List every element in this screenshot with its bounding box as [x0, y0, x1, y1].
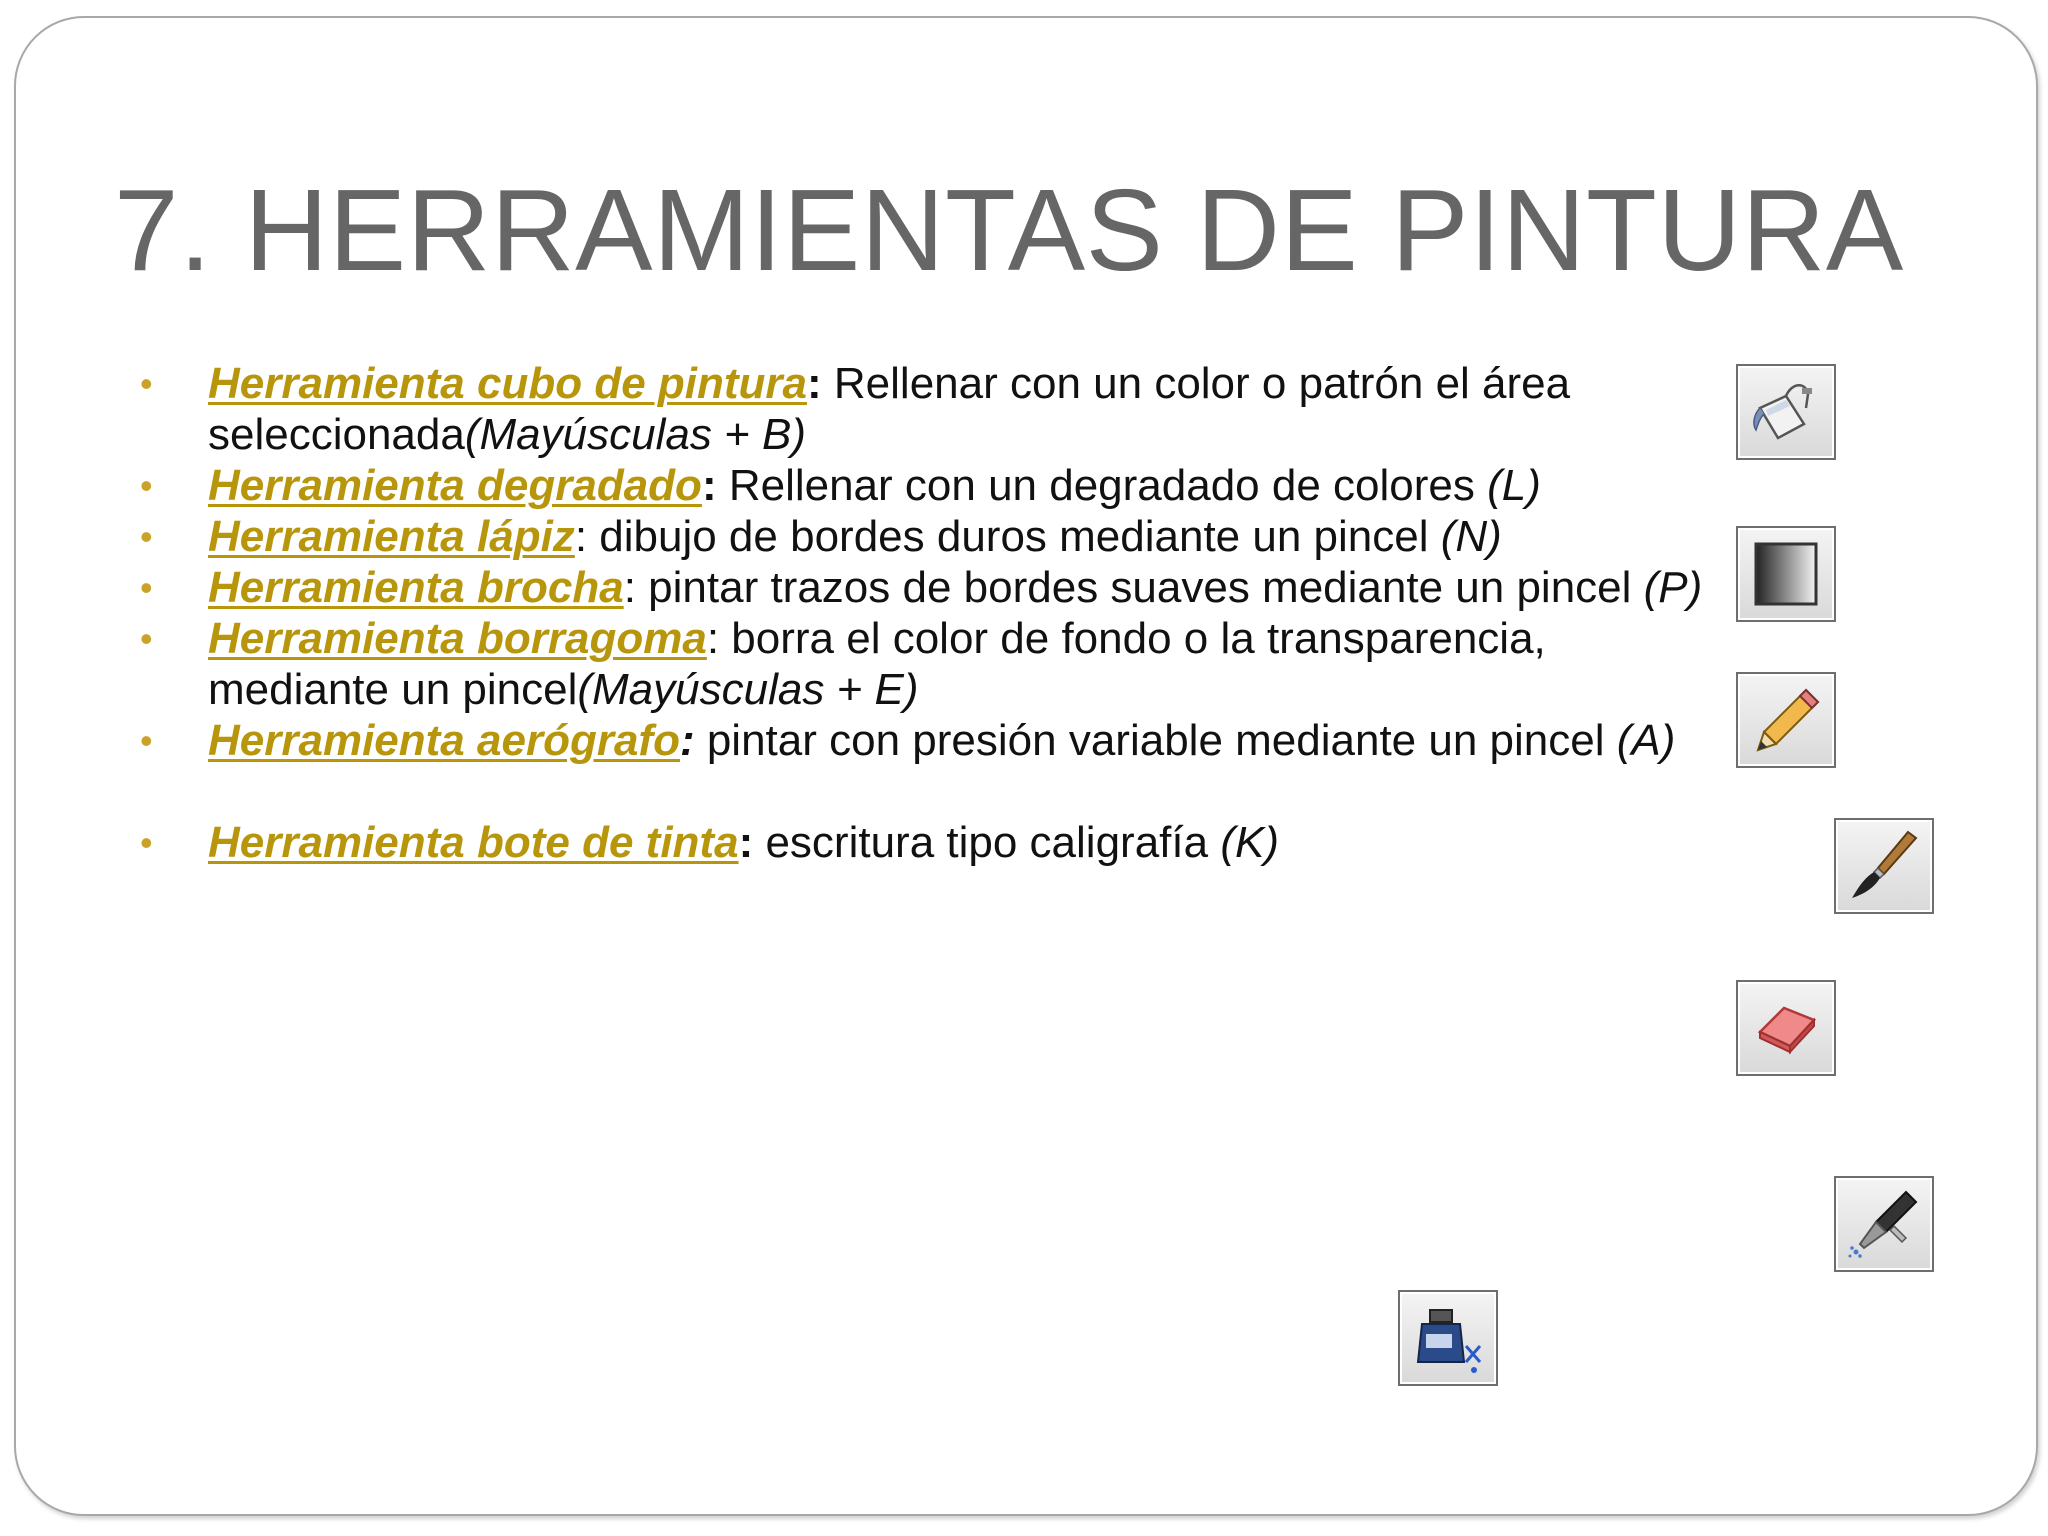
- separator: :: [738, 818, 754, 867]
- tool-link-bucket[interactable]: Herramienta cubo de pintura: [208, 359, 808, 408]
- separator: :: [701, 461, 717, 510]
- shortcut: (P): [1643, 563, 1703, 612]
- tool-link-eraser[interactable]: Herramienta borragoma: [208, 614, 707, 663]
- description: borra el color de fondo o la transparencia, mediante un pincel: [208, 614, 1546, 714]
- bullet: •: [140, 363, 153, 404]
- description: escritura tipo caligrafía: [753, 818, 1221, 867]
- bullet: •: [140, 618, 153, 659]
- description: dibujo de bordes duros mediante un pincel: [587, 512, 1441, 561]
- ink-icon[interactable]: [1398, 1290, 1498, 1386]
- shortcut: (Mayúsculas + E): [577, 665, 919, 714]
- separator: :: [574, 512, 588, 561]
- bullet: •: [140, 720, 153, 761]
- pencil-icon[interactable]: [1736, 672, 1836, 768]
- separator: :: [807, 359, 822, 408]
- separator: :: [706, 614, 720, 663]
- bullet: •: [140, 465, 153, 506]
- airbrush-icon[interactable]: [1834, 1176, 1934, 1272]
- shortcut: (K): [1220, 818, 1279, 867]
- list-item: [140, 358, 1730, 460]
- bucket-fill-icon[interactable]: [1736, 364, 1836, 460]
- description: pintar trazos de bordes suaves mediante un pincel: [635, 563, 1644, 612]
- tool-list: [140, 358, 1730, 868]
- tool-link-pencil[interactable]: Herramienta lápiz: [208, 512, 575, 561]
- bullet: •: [140, 567, 153, 608]
- page-title: 7. HERRAMIENTAS DE PINTURA: [114, 165, 1904, 295]
- tool-link-brush[interactable]: Herramienta brocha: [208, 563, 624, 612]
- tool-link-ink[interactable]: Herramienta bote de tinta: [208, 818, 739, 867]
- eraser-icon[interactable]: [1736, 980, 1836, 1076]
- tool-link-gradient[interactable]: Herramienta degradado: [208, 461, 702, 510]
- tool-link-airbrush[interactable]: Herramienta aerógrafo: [208, 716, 680, 765]
- list-item: [140, 817, 1730, 868]
- list-item: [140, 715, 1730, 766]
- paintbrush-icon[interactable]: [1834, 818, 1934, 914]
- separator: :: [679, 716, 695, 765]
- description: Rellenar con un degradado de colores: [716, 461, 1488, 510]
- shortcut: (N): [1440, 512, 1502, 561]
- list-item: [140, 460, 1730, 511]
- list-item: [140, 562, 1730, 613]
- shortcut: (L): [1487, 461, 1541, 510]
- shortcut: (Mayúsculas + B): [464, 410, 806, 459]
- description: pintar con presión variable mediante un pincel: [694, 716, 1617, 765]
- bullet: •: [140, 516, 153, 557]
- shortcut: (A): [1616, 716, 1676, 765]
- list-item: [140, 511, 1730, 562]
- description: Rellenar con un color o patrón el área seleccionada: [208, 359, 1571, 459]
- gradient-icon[interactable]: [1736, 526, 1836, 622]
- bullet: •: [140, 822, 153, 863]
- list-item: [140, 613, 1730, 715]
- separator: :: [623, 563, 636, 612]
